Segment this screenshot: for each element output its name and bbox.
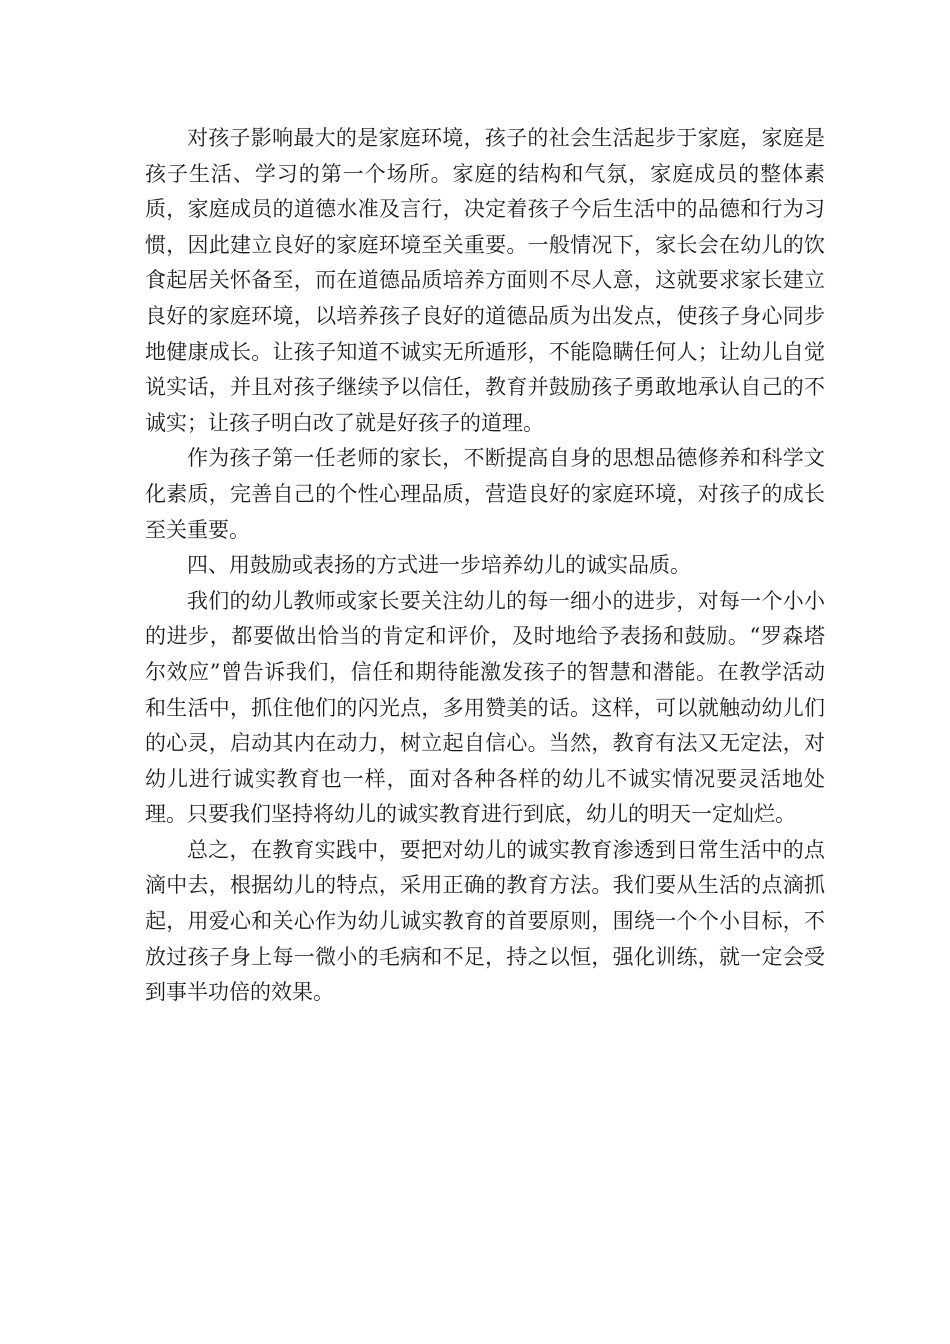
paragraph-encouragement: 我们的幼儿教师或家长要关注幼儿的每一细小的进步，对每一个小小的进步，都要做出恰当的肯定和评价，及时地给予表扬和鼓励。“罗森塔尔效应”曾告诉我们，信任和期待能激发孩子的智慧和潜能。在教学活动和生活中，抓住他们的闪光点，多用赞美的话。这样，可以就触动幼儿们的心灵，启动其内在动力，树立起自信心。当然，教育有法又无定法，对幼儿进行诚实教育也一样，面对各种各样的幼儿不诚实情况要灵活地处理。只要我们坚持将幼儿的诚实教育进行到底，幼儿的明天一定灿烂。 xyxy=(145,588,825,827)
paragraph-family-environment: 对孩子影响最大的是家庭环境，孩子的社会生活起步于家庭，家庭是孩子生活、学习的第一个场所。家庭的结构和气氛，家庭成员的整体素质，家庭成员的道德水准及言行，决定着孩子今后生活中的品德和行为习惯，因此建立良好的家庭环境至关重要。一般情况下，家长会在幼儿的饮食起居关怀备至，而在道德品质培养方面则不尽人意，这就要求家长建立良好的家庭环境，以培养孩子良好的道德品质为出发点，使孩子身心同步地健康成长。让孩子知道不诚实无所遁形，不能隐瞒任何人；让幼儿自觉说实话，并且对孩子继续予以信任，教育并鼓励孩子勇敢地承认自己的不诚实；让孩子明白改了就是好孩子的道理。 xyxy=(145,126,825,435)
section-heading-four: 四、用鼓励或表扬的方式进一步培养幼儿的诚实品质。 xyxy=(187,553,691,578)
paragraph-parent-role: 作为孩子第一任老师的家长，不断提高自身的思想品德修养和科学文化素质，完善自己的个性心理品质，营造良好的家庭环境，对孩子的成长至关重要。 xyxy=(145,446,825,542)
paragraph-conclusion: 总之，在教育实践中，要把对幼儿的诚实教育渗透到日常生活中的点滴中去，根据幼儿的特点，采用正确的教育方法。我们要从生活的点滴抓起，用爱心和关心作为幼儿诚实教育的首要原则，围绕一个个小目标，不放过孩子身上每一微小的毛病和不足，持之以恒，强化训练，就一定会受到事半功倍的效果。 xyxy=(145,837,825,1005)
document-body xyxy=(145,121,825,1011)
